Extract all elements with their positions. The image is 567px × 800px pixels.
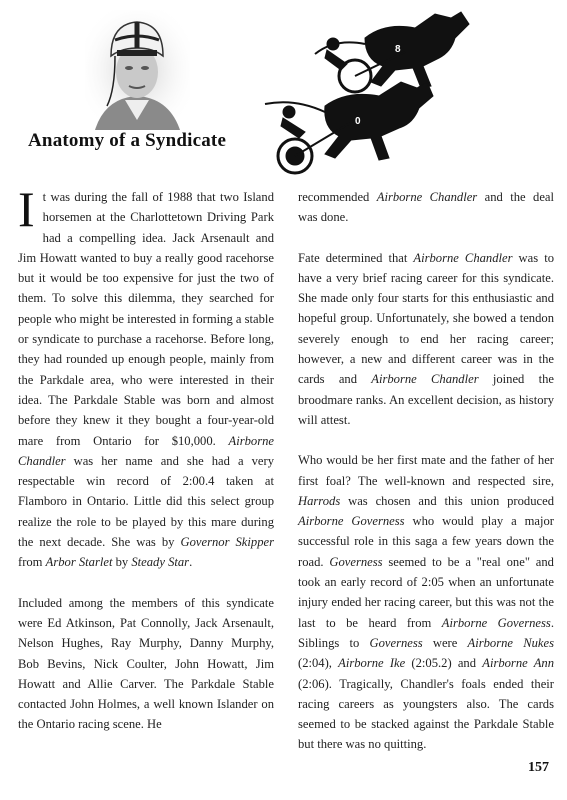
rich-text: Fate determined that Airborne Chandler was to have a very brief racing career for this syndicate. She made only four starts for this enthusiastic and hopeful group. Unfortunately, she bowed a tendon severely enough to end her racing career; however, a new and different career was in the cards and Airborne Chandler joined the broodmare ranks. An excellent decision, as history will attest.: [298, 250, 554, 427]
page-title: Anatomy of a Syndicate: [28, 130, 227, 151]
paragraph: [18, 593, 274, 735]
horse-name: Airborne Chandler: [371, 372, 479, 387]
horse-name: Steady Star: [131, 555, 190, 570]
horse-name: Airborne Chandler: [18, 433, 274, 468]
header-illustration: [0, 0, 567, 185]
horse-name: Airborne Governess: [441, 615, 551, 630]
rich-text: recommended Airborne Chandler and the deal was done.: [298, 190, 554, 225]
svg-text:8: 8: [395, 44, 401, 55]
left-column: [18, 181, 275, 755]
rich-text: Who would be her first mate and the father of her first foal? The well-known and respected sire, Harrods was chosen and this union produced Airborne Governess who would play a major successful role in this saga a few years down the road. Governess seemed to be a "real one" and took an early record of 2:05 when an unfortunate injury ended her racing career, but this was not the last to be heard from Airborne Governess. Siblings to Governess were Airborne Nukes (2:04), Airborne Ike (2:05.2) and Airborne Ann (2:06). Tragically, Chandler's foals ended their racing careers as youngsters also. The cards seemed to be stacked against the Parkdale Stable but there was no quitting.: [298, 453, 554, 752]
paragraph: [298, 450, 554, 754]
racing-horses-illustration: [255, 8, 490, 188]
rich-text: Included among the members of this syndicate were Ed Atkinson, Pat Connolly, Jack Arsenault, Nelson Hughes, Ray Murphy, Danny Murphy, Bob Bevins, Nick Coulter, John Howatt, Jim Howatt and Allie Carver. The Parkdale Stable contacted John Holmes, a well known Islander on the Ontario racing scene. He: [18, 595, 274, 732]
paragraph: [298, 187, 554, 228]
horse-name: Airborne Ann: [482, 656, 554, 671]
page-number: 157: [528, 760, 549, 775]
horse-name: Airborne Ike: [338, 656, 406, 671]
driver-portrait: [85, 10, 190, 130]
horse-name: Airborne Chandler: [376, 190, 478, 204]
paragraph: [18, 181, 275, 573]
svg-text:0: 0: [355, 116, 361, 127]
drop-cap: I: [18, 181, 35, 237]
horse-name: Arbor Starlet: [45, 555, 113, 570]
horse-name: Airborne Chandler: [413, 250, 513, 265]
horse-name: Governess: [329, 554, 383, 569]
right-column: [298, 187, 554, 775]
rich-text: t was during the fall of 1988 that two Island horsemen at the Charlottetown Driving Park had a compelling idea. Jack Arsenault and Jim Howatt wanted to buy a really good racehorse but it would be too expensive for just the two of them. To solve this dilemma, they searched for people who might be interested in forming a stable or syndicate to purchase a racehorse. Before long, they had rounded up enough people, mainly from the Parkdale area, who were interested in their idea. The Parkdale Stable was born and almost before they knew it they bought a four-year-old mare from Ontario for $10,000. Airborne Chandler was her name and she had a very respectable win record of 2:00.4 taken at Flamboro in Ontario. Little did this select group realize the role to be played by this mare during the next decade. She was by Governor Skipper from Arbor Starlet by Steady Star.: [18, 190, 275, 570]
horse-name: Airborne Governess: [298, 514, 405, 529]
horse-name: Harrods: [298, 493, 341, 508]
horse-name: Governess: [369, 635, 423, 650]
horse-name: Governor Skipper: [180, 535, 274, 550]
horse-name: Airborne Nukes: [467, 635, 554, 650]
paragraph: [298, 248, 554, 431]
